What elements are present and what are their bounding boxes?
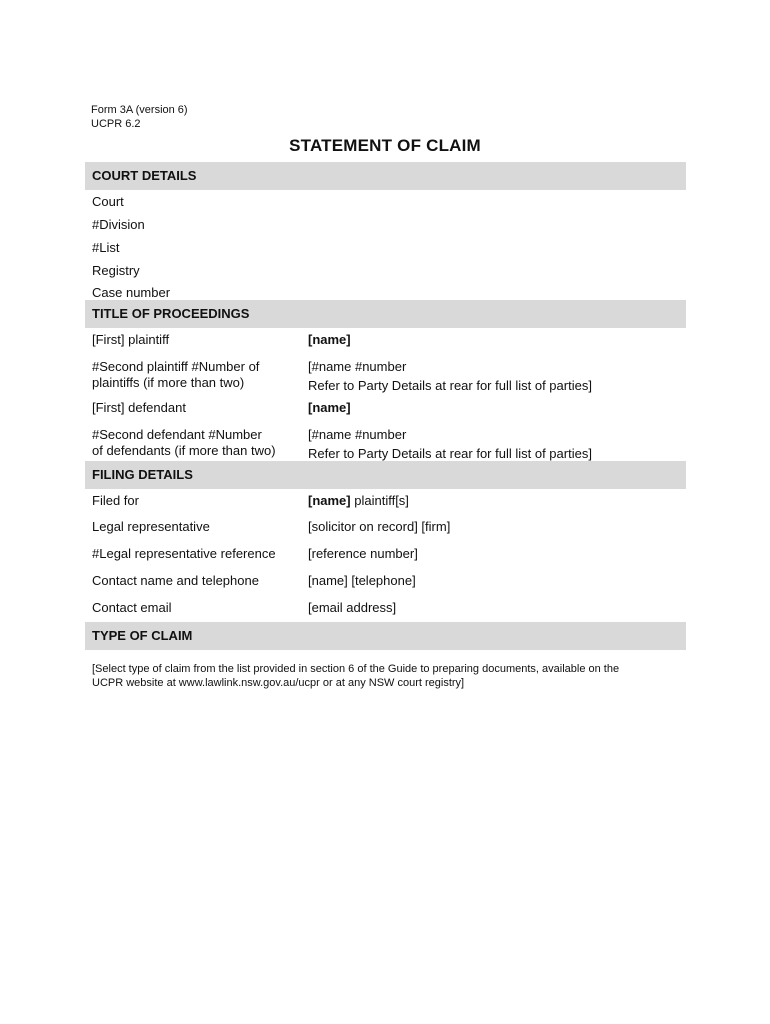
contact-name-telephone-label: Contact name and telephone bbox=[92, 573, 259, 588]
filed-for-name: [name] bbox=[308, 493, 351, 508]
second-defendant-label-line-2: of defendants (if more than two) bbox=[92, 443, 276, 458]
second-defendant-label-line-1: #Second defendant #Number bbox=[92, 427, 262, 442]
contact-email-value: [email address] bbox=[308, 600, 397, 615]
court-label: Court bbox=[92, 194, 124, 209]
filed-for-label: Filed for bbox=[92, 493, 139, 508]
division-label: #Division bbox=[92, 217, 145, 232]
second-plaintiff-value-line-2: Refer to Party Details at rear for full list of parties] bbox=[308, 378, 592, 393]
type-of-claim-note bbox=[92, 662, 682, 690]
first-plaintiff-value: [name] bbox=[308, 332, 351, 347]
first-plaintiff-label: [First] plaintiff bbox=[92, 332, 170, 347]
registry-label: Registry bbox=[92, 263, 140, 278]
legal-representative-reference-label: #Legal representative reference bbox=[92, 546, 276, 561]
legal-representative-value: [solicitor on record] [firm] bbox=[308, 519, 451, 534]
legal-representative-label: Legal representative bbox=[92, 519, 210, 534]
court-details-header: COURT DETAILS bbox=[85, 162, 686, 190]
first-defendant-value: [name] bbox=[308, 400, 351, 415]
contact-name-telephone-value: [name] [telephone] bbox=[308, 573, 416, 588]
second-plaintiff-value-line-1: [#name #number bbox=[308, 359, 407, 374]
second-defendant-value-line-2: Refer to Party Details at rear for full list of parties] bbox=[308, 446, 592, 461]
form-number: Form 3A (version 6) bbox=[91, 104, 188, 116]
filed-for-role: plaintiff[s] bbox=[350, 493, 409, 508]
first-defendant-label: [First] defendant bbox=[92, 400, 186, 415]
form-identifier bbox=[91, 103, 188, 131]
type-of-claim-note-line-1: [Select type of claim from the list provided in section 6 of the Guide to preparing documents, available on the bbox=[92, 663, 620, 675]
second-plaintiff-label-line-1: #Second plaintiff #Number of bbox=[92, 359, 260, 374]
document-title: STATEMENT OF CLAIM bbox=[289, 136, 481, 155]
form-rule: UCPR 6.2 bbox=[91, 118, 141, 130]
contact-email-label: Contact email bbox=[92, 600, 172, 615]
type-of-claim-header: TYPE OF CLAIM bbox=[85, 622, 686, 650]
title-of-proceedings-header: TITLE OF PROCEEDINGS bbox=[85, 300, 686, 328]
list-label: #List bbox=[92, 240, 120, 255]
legal-representative-reference-value: [reference number] bbox=[308, 546, 418, 561]
filed-for-value bbox=[308, 493, 409, 509]
filing-details-header: FILING DETAILS bbox=[85, 461, 686, 489]
second-plaintiff-label-line-2: plaintiffs (if more than two) bbox=[92, 375, 245, 390]
type-of-claim-note-line-2: UCPR website at www.lawlink.nsw.gov.au/ucpr or at any NSW court registry] bbox=[92, 677, 465, 689]
second-defendant-value-line-1: [#name #number bbox=[308, 427, 407, 442]
case-number-label: Case number bbox=[92, 285, 171, 300]
